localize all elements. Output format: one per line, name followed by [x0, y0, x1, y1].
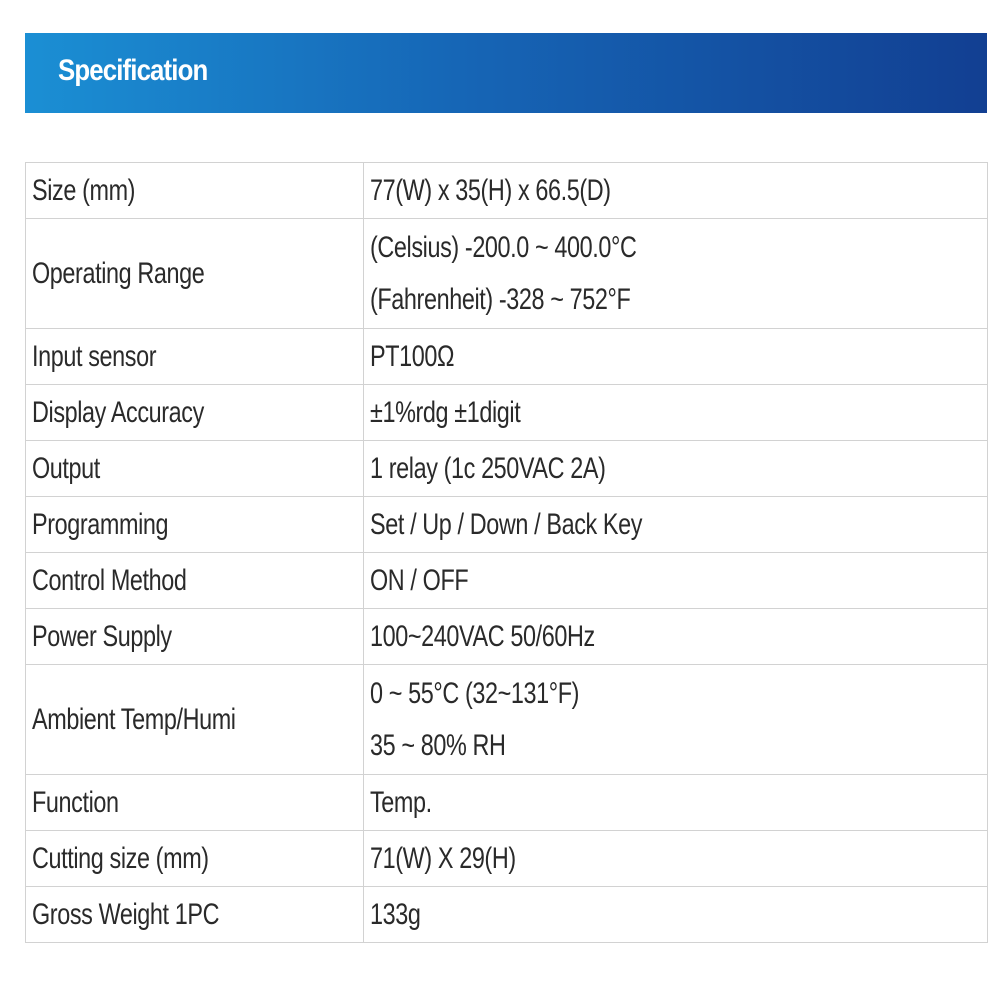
spec-label: Cutting size (mm): [26, 831, 364, 887]
spec-value-line: (Celsius) -200.0 ~ 400.0°C: [370, 230, 637, 264]
spec-value: 133g: [364, 887, 988, 943]
spec-label: Input sensor: [26, 329, 364, 385]
spec-value: Temp.: [364, 775, 988, 831]
spec-value: ±1%rdg ±1digit: [364, 385, 988, 441]
spec-label: Power Supply: [26, 609, 364, 665]
table-row: [26, 385, 988, 441]
table-row: [26, 163, 988, 219]
section-title: Specification: [58, 54, 208, 87]
spec-value: [364, 665, 988, 775]
spec-value: 100~240VAC 50/60Hz: [364, 609, 988, 665]
spec-label: Operating Range: [26, 219, 364, 329]
spec-value-line: 35 ~ 80% RH: [370, 728, 506, 762]
table-row: [26, 219, 988, 329]
spec-label: Display Accuracy: [26, 385, 364, 441]
spec-label: Gross Weight 1PC: [26, 887, 364, 943]
spec-value-line: 0 ~ 55°C (32~131°F): [370, 676, 580, 710]
table-row: [26, 497, 988, 553]
spec-label: Control Method: [26, 553, 364, 609]
table-row: [26, 665, 988, 775]
spec-value: 1 relay (1c 250VAC 2A): [364, 441, 988, 497]
spec-label: Output: [26, 441, 364, 497]
spec-label: Programming: [26, 497, 364, 553]
table-row: [26, 553, 988, 609]
specification-table: [25, 162, 988, 943]
table-row: [26, 775, 988, 831]
spec-value: [364, 219, 988, 329]
spec-value: Set / Up / Down / Back Key: [364, 497, 988, 553]
table-row: [26, 609, 988, 665]
spec-label: Size (mm): [26, 163, 364, 219]
spec-label: Ambient Temp/Humi: [26, 665, 364, 775]
spec-value-line: (Fahrenheit) -328 ~ 752°F: [370, 282, 631, 316]
table-row: [26, 441, 988, 497]
spec-value: 71(W) X 29(H): [364, 831, 988, 887]
table-row: [26, 831, 988, 887]
spec-value: ON / OFF: [364, 553, 988, 609]
table-row: [26, 887, 988, 943]
table-row: [26, 329, 988, 385]
spec-value: 77(W) x 35(H) x 66.5(D): [364, 163, 988, 219]
specification-banner: [25, 33, 987, 113]
spec-label: Function: [26, 775, 364, 831]
spec-value: PT100Ω: [364, 329, 988, 385]
